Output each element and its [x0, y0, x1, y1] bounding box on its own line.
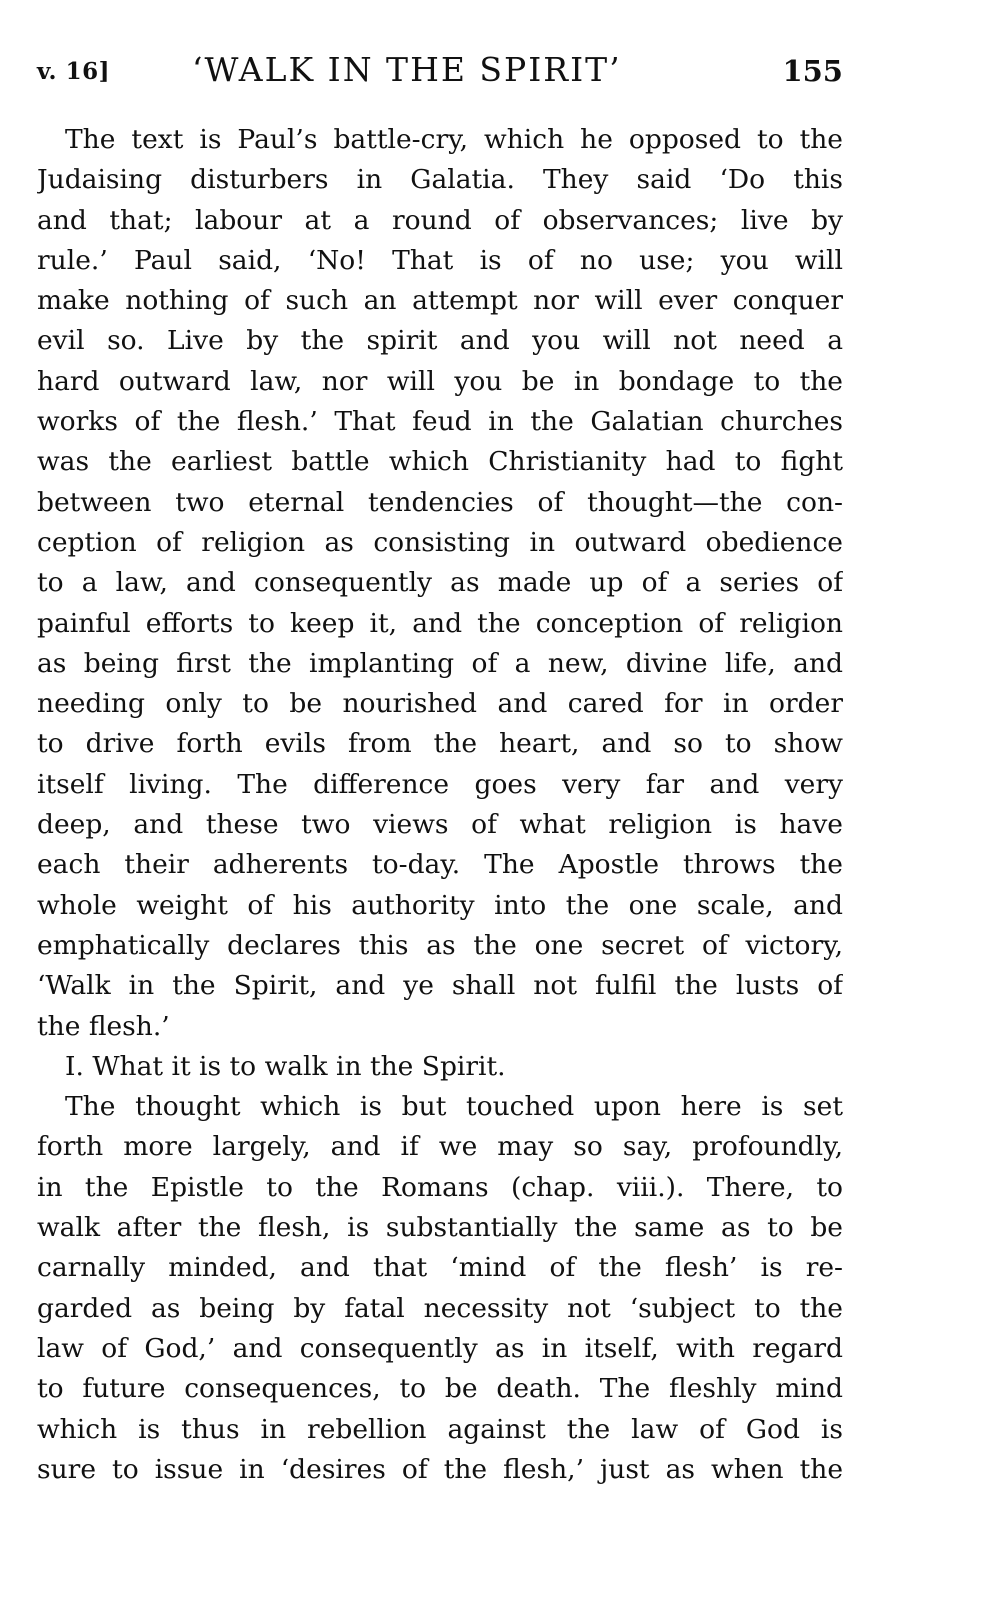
text-line: emphatically declares this as the one secret of victory, — [37, 929, 843, 961]
text-line: itself living. The difference goes very far and very — [37, 768, 843, 800]
text-line: walk after the flesh, is substantially the same as to be — [37, 1212, 843, 1244]
text-line: to a law, and consequently as made up of a series of — [37, 567, 843, 599]
text-line: as being first the implanting of a new, divine life, and — [37, 647, 843, 679]
running-header — [37, 50, 843, 100]
text-line: each their adherents to-day. The Apostle throws the — [37, 849, 843, 881]
section-heading: I. What it is to walk in the Spirit. — [65, 1050, 506, 1082]
text-line: sure to issue in ‘desires of the flesh,’ just as when the — [37, 1453, 843, 1485]
text-line: rule.’ Paul said, ‘No! That is of no use; you will — [37, 244, 843, 276]
text-line: to future consequences, to be death. The fleshly mind — [37, 1373, 843, 1405]
text-line: deep, and these two views of what religion is have — [37, 809, 843, 841]
text-line: to drive forth evils from the heart, and so to show — [37, 728, 843, 760]
page-number: 155 — [782, 54, 843, 88]
text-line: The text is Paul’s battle-cry, which he opposed to the — [65, 124, 843, 155]
text-line: carnally minded, and that ‘mind of the flesh’ is re- — [37, 1252, 843, 1284]
text-line: which is thus in rebellion against the law of God is — [37, 1413, 843, 1445]
text-line: needing only to be nourished and cared for in order — [37, 688, 843, 720]
text-line: whole weight of his authority into the one scale, and — [37, 889, 843, 921]
text-line: evil so. Live by the spirit and you will not need a — [37, 325, 843, 357]
text-line: forth more largely, and if we may so say, profoundly, — [37, 1131, 843, 1163]
text-line: garded as being by fatal necessity not ‘subject to the — [37, 1292, 843, 1324]
text-line: ‘Walk in the Spirit, and ye shall not fulfil the lusts of — [37, 970, 843, 1002]
text-line: Judaising disturbers in Galatia. They said ‘Do this — [37, 164, 843, 196]
text-line: hard outward law, nor will you be in bondage to the — [37, 365, 843, 397]
text-line: painful efforts to keep it, and the conception of religion — [37, 607, 843, 639]
body-text — [37, 120, 843, 1490]
verse-reference: v. 16] — [37, 58, 110, 85]
text-line: was the earliest battle which Christianity had to fight — [37, 446, 843, 478]
text-line: works of the flesh.’ That feud in the Galatian churches — [37, 406, 843, 438]
text-line: between two eternal tendencies of thought—the con- — [37, 486, 843, 518]
text-line: ception of religion as consisting in outward obedience — [37, 526, 843, 558]
text-line: law of God,’ and consequently as in itself, with regard — [37, 1332, 843, 1364]
text-line: the flesh.’ — [37, 1010, 170, 1042]
running-title: ‘WALK IN THE SPIRIT’ — [192, 50, 622, 89]
text-line: in the Epistle to the Romans (chap. viii.). There, to — [37, 1171, 843, 1203]
text-line: and that; labour at a round of observances; live by — [37, 204, 843, 236]
text-line: make nothing of such an attempt nor will ever conquer — [37, 285, 843, 317]
text-line: The thought which is but touched upon here is set — [65, 1091, 843, 1123]
